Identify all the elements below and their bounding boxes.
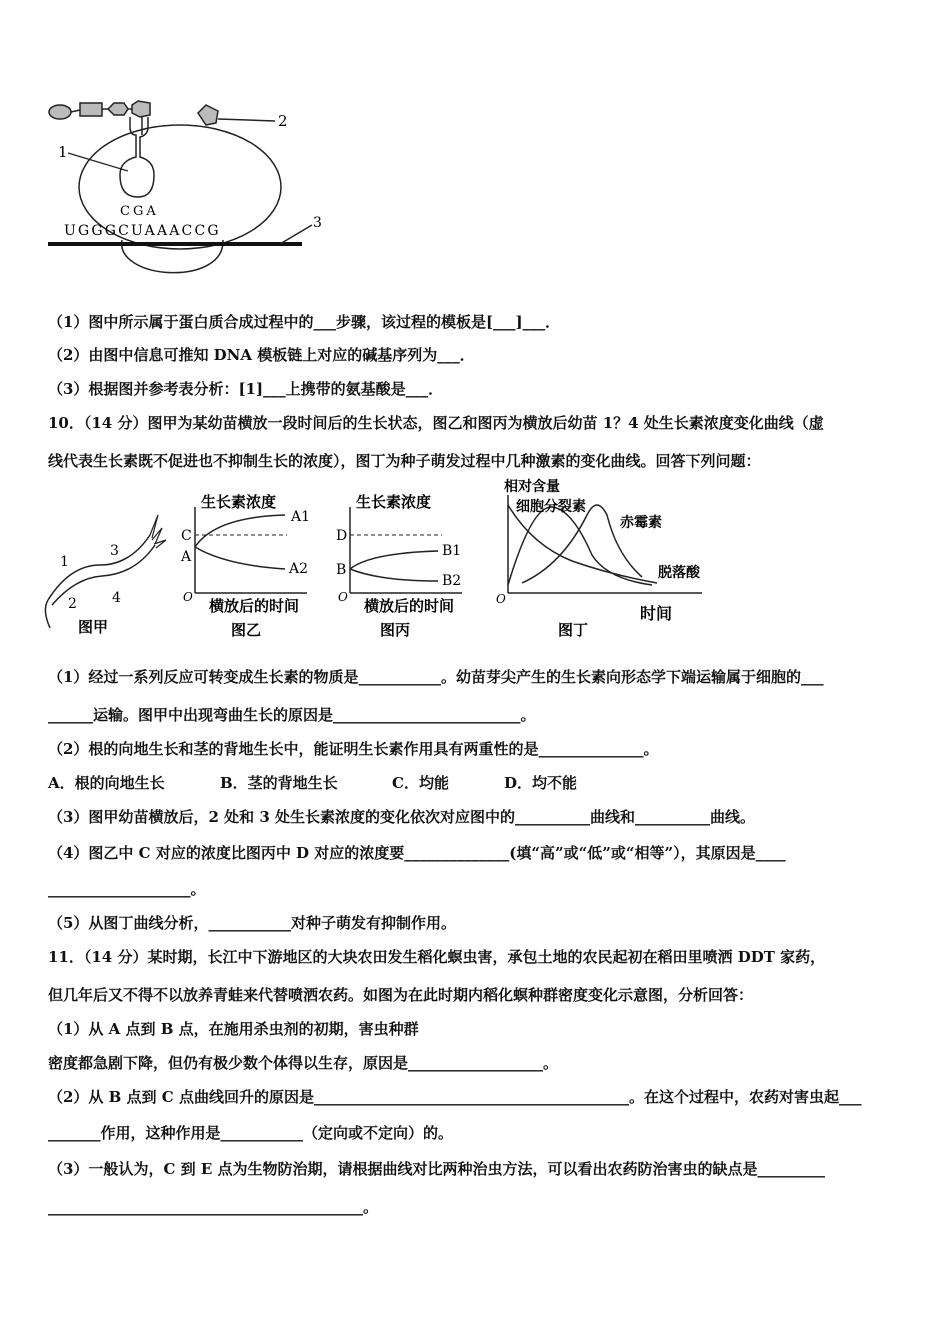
- curve-a2: [195, 547, 285, 569]
- yi-a2: A2: [289, 561, 309, 577]
- yi-xlabel: 横放后的时间: [209, 597, 300, 615]
- ding-s1: 细胞分裂素: [516, 499, 586, 515]
- option-d: D．均不能: [504, 774, 578, 792]
- q9-part-3: （3）根据图并参考表分析：[1]___上携带的氨基酸是___．: [48, 380, 444, 398]
- bing-b1: B1: [442, 543, 462, 559]
- q11-part-3a: （3）一般认为，C 到 E 点为生物防治期，请根据曲线对比两种治虫方法，可以看出农药防治害虫的缺点是_________: [48, 1160, 825, 1178]
- yi-c: C: [181, 528, 192, 544]
- seedling-body: [48, 535, 155, 605]
- amino-acid-2: [80, 103, 102, 116]
- q10-intro-2: 线代表生长素既不促进也不抑制生长的浓度），图丁为种子萌发过程中几种激素的变化曲线。回答下列问题：: [48, 452, 761, 470]
- bing-origin: O: [338, 590, 348, 604]
- yi-a: A: [181, 549, 192, 565]
- q9-part-1: （1）图中所示属于蛋白质合成过程中的___步骤，该过程的模板是[___]___．: [48, 313, 561, 331]
- q11-intro-2: 但几年后又不得不以放养青蛙来代替喷洒农药。如图为在此时期内稻化螟种群密度变化示意图，分析回答：: [48, 986, 754, 1004]
- q11-part-2b: _______作用，这种作用是___________（定向或不定向）的。: [48, 1124, 454, 1142]
- amino-acid-3: [108, 103, 128, 115]
- q10-part-4a: （4）图乙中 C 对应的浓度比图丙中 D 对应的浓度要______________(填“高”或“低”或“相等”），其原因是____: [48, 844, 786, 862]
- q9-part-2: （2）由图中信息可推知 DNA 模板链上对应的碱基序列为___．: [48, 346, 475, 364]
- bing-b2: B2: [442, 573, 462, 589]
- bing-ylabel: 生长素浓度: [356, 493, 432, 511]
- q11-part-2a: （2）从 B 点到 C 点曲线回升的原因是__________________________________________。在这个过程中，农药对害虫起___: [48, 1088, 862, 1106]
- trna: [120, 117, 154, 197]
- option-b: B．茎的背地生长: [220, 774, 338, 792]
- figure-yi: [175, 485, 325, 640]
- jia-label-2: 2: [68, 596, 77, 612]
- curve-a1: [195, 515, 285, 547]
- translation-diagram: [40, 95, 340, 290]
- jia-label-4: 4: [112, 590, 121, 606]
- label-2: 2: [278, 112, 288, 130]
- seedling-leaves: [150, 515, 166, 548]
- mrna-sequence: UGGGCUAAACCG: [64, 223, 221, 239]
- q11-part-1b: 密度都急剧下降，但仍有极少数个体得以生存，原因是__________________。: [48, 1054, 559, 1072]
- amino-acid-1: [49, 105, 71, 119]
- q10-part-2: （2）根的向地生长和茎的背地生长中，能证明生长素作用具有两重性的是______________。: [48, 740, 659, 758]
- seedling-root: [45, 600, 50, 628]
- bing-caption: 图丙: [380, 621, 411, 639]
- q10-part-1b: ______运输。图甲中出现弯曲生长的原因是_________________________。: [48, 706, 536, 724]
- ding-s2: 赤霉素: [620, 515, 662, 531]
- q11-intro-1: 11．（14 分）某时期，长江中下游地区的大块农田发生稻化螟虫害，承包土地的农民起初在稻田里喷洒 DDT 家药，: [48, 948, 826, 966]
- curve-b2: [350, 569, 438, 581]
- ding-s3: 脱落酸: [658, 565, 700, 581]
- free-amino-acid: [198, 105, 218, 125]
- label-1: 1: [58, 143, 68, 161]
- option-c: C．均能: [392, 774, 449, 792]
- q10-part-5: （5）从图丁曲线分析，___________对种子萌发有抑制作用。: [48, 914, 456, 932]
- bing-d: D: [336, 528, 348, 544]
- yi-a1: A1: [291, 509, 311, 525]
- figure-ding: [492, 475, 722, 640]
- yi-origin: O: [183, 590, 193, 604]
- ding-ylabel: 相对含量: [504, 479, 560, 495]
- jia-caption: 图甲: [78, 618, 109, 636]
- q11-part-1a: （1）从 A 点到 B 点，在施用杀虫剂的初期，害虫种群: [48, 1020, 419, 1038]
- yi-caption: 图乙: [231, 621, 262, 639]
- q10-part-3: （3）图甲幼苗横放后，2 处和 3 处生长素浓度的变化依次对应图中的__________曲线和__________曲线。: [48, 808, 755, 826]
- figure-bing: [330, 485, 480, 640]
- curve-b1: [350, 551, 438, 569]
- ding-caption: 图丁: [558, 621, 589, 639]
- label-3: 3: [313, 215, 322, 231]
- jia-label-1: 1: [60, 554, 69, 570]
- ding-xlabel: 时间: [640, 604, 673, 623]
- jia-label-3: 3: [110, 543, 119, 559]
- bing-b: B: [336, 562, 347, 578]
- figure-jia: [40, 510, 170, 640]
- option-a: A．根的向地生长: [48, 774, 165, 792]
- q10-part-4b: ___________________。: [48, 880, 206, 898]
- q10-part-1a: （1）经过一系列反应可转变成生长素的物质是___________。幼苗芽尖产生的生长素向形态学下端运输属于细胞的___: [48, 668, 824, 686]
- amino-acid-4: [132, 101, 150, 117]
- ding-origin: O: [496, 592, 506, 606]
- q10-intro-1: 10．（14 分）图甲为某幼苗横放一段时间后的生长状态，图乙和图丙为横放后幼苗 1？4 处生长素浓度变化曲线（虚: [48, 414, 824, 432]
- anticodon: CGA: [120, 204, 159, 219]
- bing-xlabel: 横放后的时间: [364, 597, 455, 615]
- yi-ylabel: 生长素浓度: [201, 493, 277, 511]
- q11-part-3b: __________________________________________。: [48, 1198, 379, 1216]
